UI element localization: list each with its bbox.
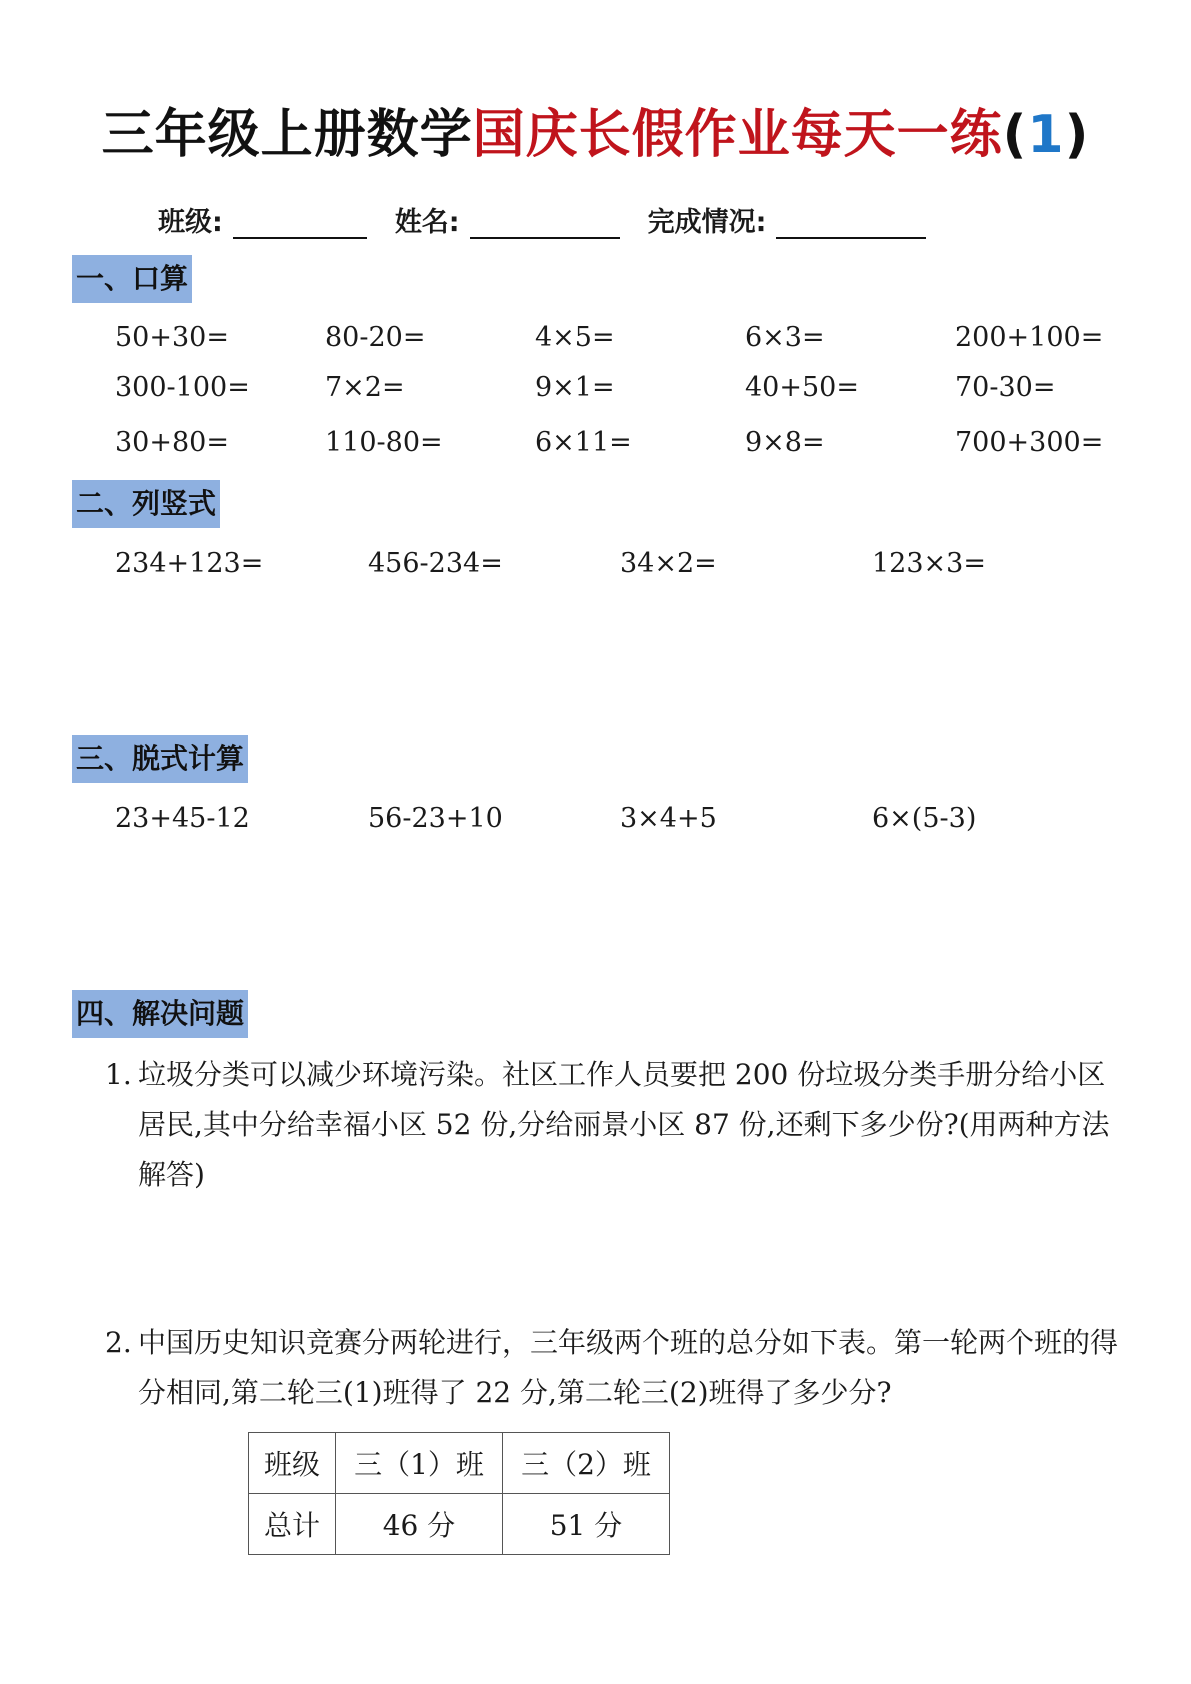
- oral-item: 7×2=: [325, 372, 405, 403]
- title-grade: 三年级上册数学: [101, 105, 473, 165]
- title-number: 1: [1027, 105, 1065, 165]
- status-field[interactable]: [776, 207, 926, 239]
- stepwise-item: 23+45-12: [115, 803, 250, 834]
- table-cell: 三（1）班: [336, 1433, 503, 1494]
- word-problem-1: [105, 1050, 1125, 1200]
- name-label: 姓名:: [394, 207, 460, 238]
- problem-number: 2.: [105, 1326, 132, 1359]
- oral-item: 40+50=: [745, 372, 859, 403]
- oral-item: 80-20=: [325, 322, 426, 353]
- word-problem-2: [105, 1318, 1125, 1418]
- stepwise-item: 3×4+5: [620, 803, 717, 834]
- oral-item: 4×5=: [535, 322, 615, 353]
- table-cell: 51 分: [503, 1494, 670, 1555]
- table-row: [249, 1494, 670, 1555]
- class-label: 班级:: [158, 207, 223, 238]
- problem-text: 垃圾分类可以减少环境污染。社区工作人员要把 200 份垃圾分类手册分给小区居民,其中分给幸福小区 52 份,分给丽景小区 87 份,还剩下多少份?(用两种方法解答): [138, 1058, 1110, 1191]
- stepwise-item: 56-23+10: [368, 803, 503, 834]
- oral-item: 6×3=: [745, 322, 825, 353]
- name-field[interactable]: [470, 207, 620, 239]
- oral-item: 30+80=: [115, 427, 229, 458]
- page-title: [0, 92, 1191, 167]
- oral-item: 50+30=: [115, 322, 229, 353]
- oral-item: 6×11=: [535, 427, 632, 458]
- stepwise-item: 6×(5-3): [872, 803, 977, 834]
- vertical-item: 234+123=: [115, 548, 264, 579]
- title-close-paren: ): [1064, 105, 1090, 165]
- status-label: 完成情况:: [647, 207, 767, 238]
- section-heading-vertical: 二、列竖式: [72, 480, 220, 528]
- table-cell: 46 分: [336, 1494, 503, 1555]
- title-holiday: 国庆长假作业每天一练: [472, 105, 1003, 165]
- table-cell: 班级: [249, 1433, 336, 1494]
- table-row: [249, 1433, 670, 1494]
- vertical-item: 456-234=: [368, 548, 503, 579]
- oral-item: 9×8=: [745, 427, 825, 458]
- vertical-item: 123×3=: [872, 548, 986, 579]
- class-field[interactable]: [233, 207, 367, 239]
- oral-item: 110-80=: [325, 427, 443, 458]
- oral-item: 700+300=: [955, 427, 1104, 458]
- problem-number: 1.: [105, 1058, 132, 1091]
- table-cell: 三（2）班: [503, 1433, 670, 1494]
- table-cell: 总计: [249, 1494, 336, 1555]
- problem-text: 中国历史知识竞赛分两轮进行，三年级两个班的总分如下表。第一轮两个班的得分相同,第二轮三(1)班得了 22 分,第二轮三(2)班得了多少分?: [138, 1326, 1119, 1409]
- student-info: [158, 200, 954, 239]
- oral-item: 300-100=: [115, 372, 250, 403]
- vertical-item: 34×2=: [620, 548, 717, 579]
- oral-item: 200+100=: [955, 322, 1104, 353]
- section-heading-oral: 一、口算: [72, 255, 192, 303]
- score-table: [248, 1432, 670, 1555]
- section-heading-problems: 四、解决问题: [72, 990, 248, 1038]
- oral-item: 70-30=: [955, 372, 1056, 403]
- section-heading-stepwise: 三、脱式计算: [72, 735, 248, 783]
- title-open-paren: (: [1002, 105, 1028, 165]
- oral-item: 9×1=: [535, 372, 615, 403]
